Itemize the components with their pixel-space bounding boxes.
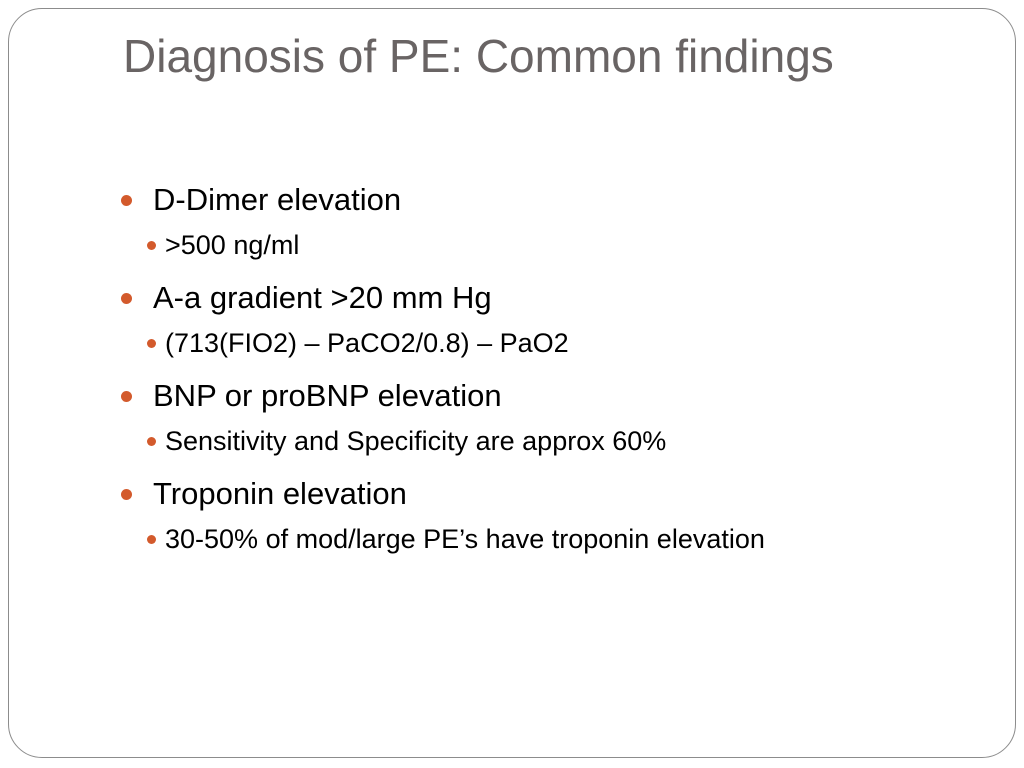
sub-bullet-level2 — [147, 323, 1001, 363]
sub-bullet-text: >500 ng/ml — [165, 230, 300, 260]
sub-bullet-text: (713(FIO2) – PaCO2/0.8) – PaO2 — [165, 328, 569, 358]
bullet-item — [121, 275, 1001, 363]
bullet-level1 — [121, 177, 1001, 223]
bullet-dot-icon — [121, 293, 132, 304]
sub-bullet-dot-icon — [147, 535, 156, 544]
bullet-text: Troponin elevation — [153, 476, 407, 511]
bullet-dot-icon — [121, 391, 132, 402]
bullet-level1 — [121, 275, 1001, 321]
slide-frame — [8, 8, 1016, 758]
sub-bullet-dot-icon — [147, 339, 156, 348]
bullet-dot-icon — [121, 195, 132, 206]
bullet-dot-icon — [121, 489, 132, 500]
bullet-item — [121, 177, 1001, 265]
bullet-item — [121, 373, 1001, 461]
bullet-text: BNP or proBNP elevation — [153, 378, 502, 413]
bullet-list — [121, 177, 1001, 569]
bullet-item — [121, 471, 1001, 559]
bullet-text: D-Dimer elevation — [153, 182, 402, 217]
sub-bullet-level2 — [147, 225, 1001, 265]
sub-bullet-text: Sensitivity and Specificity are approx 60% — [165, 426, 667, 456]
bullet-level1 — [121, 373, 1001, 419]
bullet-level1 — [121, 471, 1001, 517]
slide-title: Diagnosis of PE: Common findings — [123, 30, 834, 82]
sub-bullet-level2 — [147, 421, 1001, 461]
bullet-text: A-a gradient >20 mm Hg — [153, 280, 492, 315]
sub-bullet-level2 — [147, 519, 1001, 559]
sub-bullet-dot-icon — [147, 437, 156, 446]
sub-bullet-text: 30-50% of mod/large PE’s have troponin elevation — [165, 524, 765, 554]
sub-bullet-dot-icon — [147, 241, 156, 250]
